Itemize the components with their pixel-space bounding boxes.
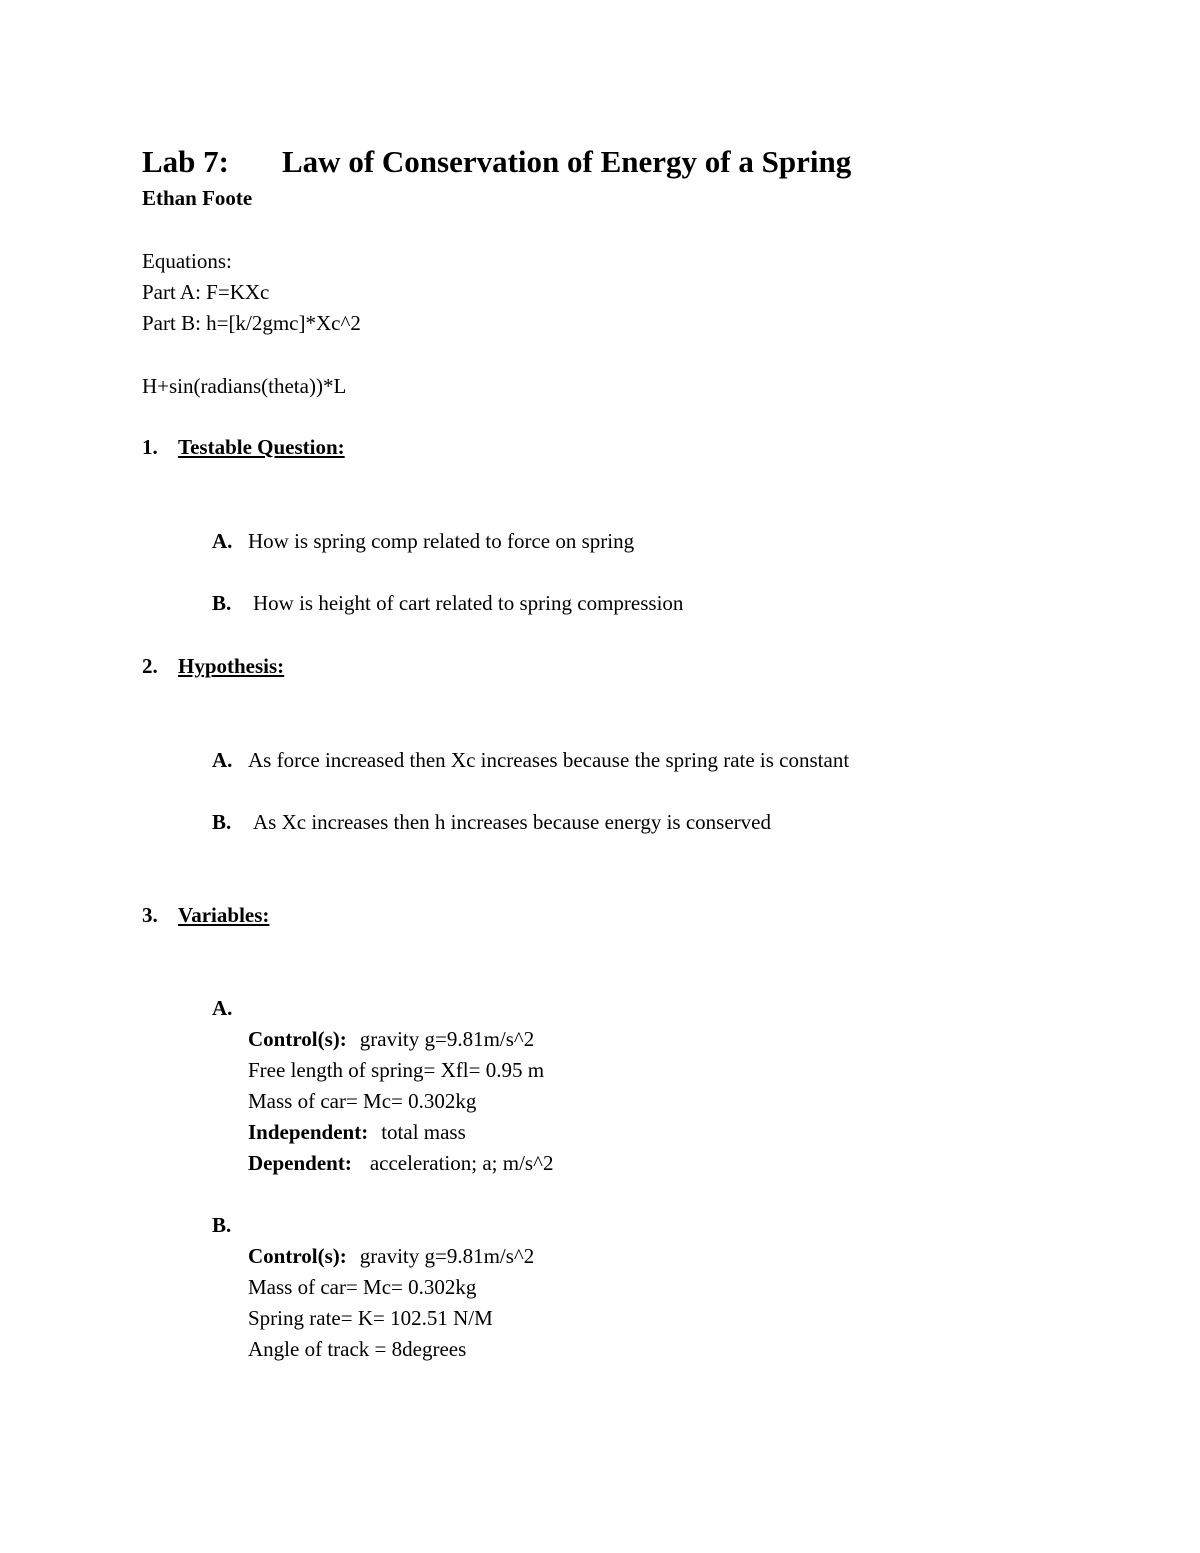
variables-a-mass-of-car: Mass of car= Mc= 0.302kg bbox=[248, 1089, 477, 1113]
question-b-letter: B. bbox=[212, 591, 232, 615]
equation-extra: H+sin(radians(theta))*L bbox=[142, 374, 347, 398]
control-value: gravity g=9.81m/s^2 bbox=[359, 1027, 535, 1051]
variables-a-independent-line bbox=[248, 1122, 466, 1143]
control-label: Control(s): bbox=[248, 1244, 347, 1268]
control-label: Control(s): bbox=[248, 1027, 347, 1051]
section-number-testable-question: 1. bbox=[142, 435, 158, 459]
equation-part-b: Part B: h=[k/2gmc]*Xc^2 bbox=[142, 311, 361, 335]
equations-label: Equations: bbox=[142, 249, 232, 273]
variables-b-mass-of-car: Mass of car= Mc= 0.302kg bbox=[248, 1275, 477, 1299]
section-number-variables: 3. bbox=[142, 903, 158, 927]
variables-a-control-line bbox=[248, 1029, 534, 1050]
section-number-hypothesis: 2. bbox=[142, 654, 158, 678]
independent-label: Independent: bbox=[248, 1120, 369, 1144]
section-heading-hypothesis: Hypothesis: bbox=[178, 654, 285, 678]
variables-a-dependent-line bbox=[248, 1153, 553, 1174]
question-a-text: How is spring comp related to force on spring bbox=[248, 529, 635, 553]
variables-b-spring-rate: Spring rate= K= 102.51 N/M bbox=[248, 1306, 493, 1330]
question-b-text: How is height of cart related to spring compression bbox=[253, 591, 684, 615]
lab-number: Lab 7: bbox=[142, 144, 229, 179]
hypothesis-b-letter: B. bbox=[212, 810, 232, 834]
section-heading-variables: Variables: bbox=[178, 903, 270, 927]
document-title: Law of Conservation of Energy of a Spring bbox=[282, 144, 852, 179]
hypothesis-a-text: As force increased then Xc increases because the spring rate is constant bbox=[248, 748, 850, 772]
equation-part-a: Part A: F=KXc bbox=[142, 280, 270, 304]
variables-b-control-line bbox=[248, 1246, 534, 1267]
independent-value: total mass bbox=[381, 1120, 466, 1144]
control-value: gravity g=9.81m/s^2 bbox=[359, 1244, 535, 1268]
question-a-letter: A. bbox=[212, 529, 233, 553]
section-heading-testable-question: Testable Question: bbox=[178, 435, 345, 459]
variables-a-free-length: Free length of spring= Xfl= 0.95 m bbox=[248, 1058, 545, 1082]
dependent-label: Dependent: bbox=[248, 1151, 352, 1175]
hypothesis-b-text: As Xc increases then h increases because energy is conserved bbox=[253, 810, 771, 834]
hypothesis-a-letter: A. bbox=[212, 748, 233, 772]
variables-b-track-angle: Angle of track = 8degrees bbox=[248, 1337, 467, 1361]
author-name: Ethan Foote bbox=[142, 186, 253, 210]
variables-a-letter: A. bbox=[212, 996, 233, 1020]
variables-b-letter: B. bbox=[212, 1213, 232, 1237]
dependent-value: acceleration; a; m/s^2 bbox=[369, 1151, 554, 1175]
